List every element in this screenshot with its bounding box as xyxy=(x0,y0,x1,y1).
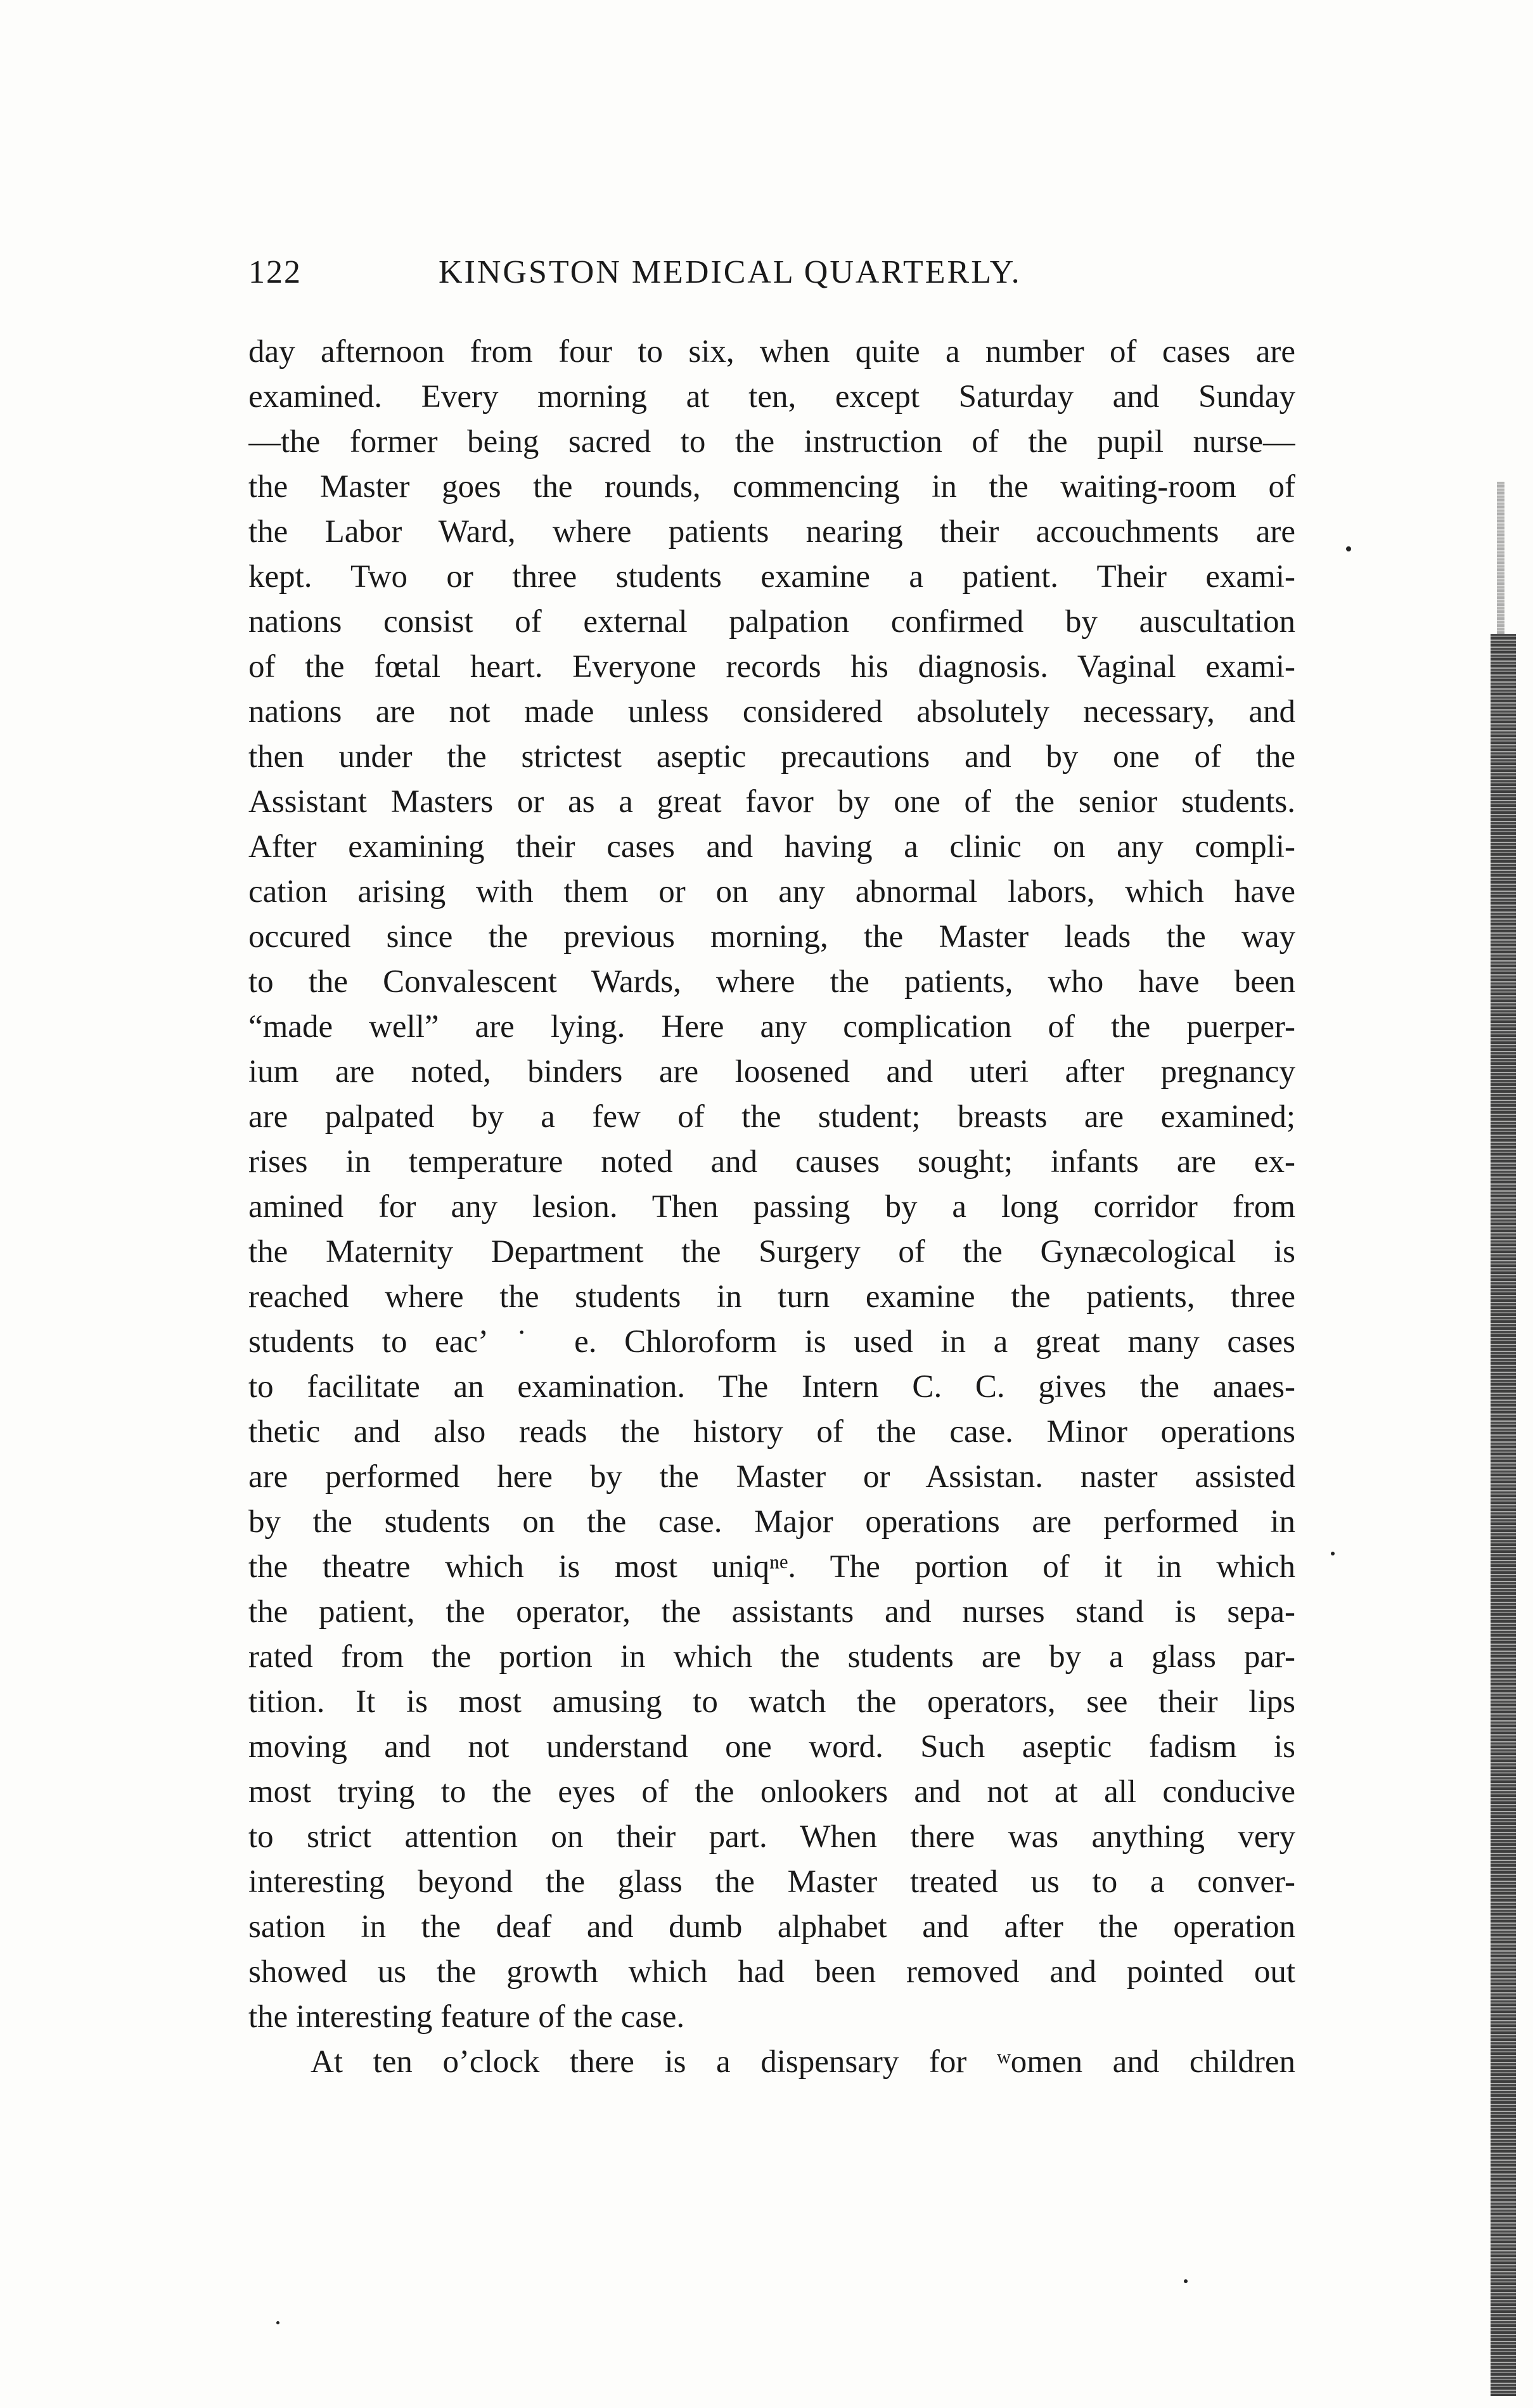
text-line: Assistant Masters or as a great favor by one of the senior students. xyxy=(248,784,1295,820)
text-line: the Master goes the rounds, commencing in the waiting-room of xyxy=(248,469,1295,505)
text-line: to facilitate an examination. The Intern C. C. gives the anaes- xyxy=(248,1369,1295,1405)
text-line: the interesting feature of the case. xyxy=(248,1999,685,2035)
text-line: showed us the growth which had been removed and pointed out xyxy=(248,1954,1295,1990)
journal-title: KINGSTON MEDICAL QUARTERLY. xyxy=(439,254,1022,290)
text-line: sation in the deaf and dumb alphabet and after the operation xyxy=(248,1909,1295,1945)
text-line: tition. It is most amusing to watch the operators, see their lips xyxy=(248,1684,1295,1720)
text-line: are performed here by the Master or Assistan. naster assisted xyxy=(248,1459,1295,1495)
text-line: by the students on the case. Major operations are performed in xyxy=(248,1504,1295,1540)
text-line: After examining their cases and having a clinic on any compli- xyxy=(248,829,1295,865)
page-number: 122 xyxy=(248,254,302,290)
text-line: then under the strictest aseptic precautions and by one of the xyxy=(248,739,1295,775)
paragraph-start-line: At ten o’clock there is a dispensary for ʷomen and children xyxy=(311,2044,1295,2080)
text-line: are palpated by a few of the student; breasts are examined; xyxy=(248,1099,1295,1135)
text-line: reached where the students in turn examine the patients, three xyxy=(248,1279,1295,1315)
text-line: nations consist of external palpation confirmed by auscultation xyxy=(248,604,1295,640)
running-head xyxy=(248,254,1300,298)
text-line: ium are noted, binders are loosened and uteri after pregnancy xyxy=(248,1054,1295,1090)
text-line: to the Convalescent Wards, where the patients, who have been xyxy=(248,964,1295,1000)
text-line: most trying to the eyes of the onlookers and not at all conducive xyxy=(248,1774,1295,1810)
scan-edge-artifact xyxy=(1491,634,1516,2396)
text-line: occured since the previous morning, the Master leads the way xyxy=(248,919,1295,955)
text-line: —the former being sacred to the instruction of the pupil nurse— xyxy=(248,424,1295,460)
text-line: the Labor Ward, where patients nearing their accouchments are xyxy=(248,514,1295,550)
text-line: thetic and also reads the history of the case. Minor operations xyxy=(248,1414,1295,1450)
text-line: of the fœtal heart. Everyone records his diagnosis. Vaginal exami- xyxy=(248,649,1295,685)
body-text xyxy=(248,330,1295,2085)
text-line: cation arising with them or on any abnormal labors, which have xyxy=(248,874,1295,910)
text-line: examined. Every morning at ten, except Saturday and Sunday xyxy=(248,379,1295,415)
text-line: the patient, the operator, the assistants and nurses stand is sepa- xyxy=(248,1594,1295,1630)
text-line: the theatre which is most uniqⁿᵉ. The portion of it in which xyxy=(248,1549,1295,1585)
text-line: students to eacʼ ˙ e. Chloroform is used in a great many cases xyxy=(248,1324,1295,1360)
ink-speck xyxy=(1184,2279,1188,2283)
text-line: rated from the portion in which the students are by a glass par- xyxy=(248,1639,1295,1675)
text-line: rises in temperature noted and causes sought; infants are ex- xyxy=(248,1144,1295,1180)
text-line: interesting beyond the glass the Master treated us to a conver- xyxy=(248,1864,1295,1900)
text-line: amined for any lesion. Then passing by a long corridor from xyxy=(248,1189,1295,1225)
text-line: moving and not understand one word. Such aseptic fadism is xyxy=(248,1729,1295,1765)
text-line: to strict attention on their part. When there was anything very xyxy=(248,1819,1295,1855)
text-line: nations are not made unless considered absolutely necessary, and xyxy=(248,694,1295,730)
text-line: kept. Two or three students examine a patient. Their exami- xyxy=(248,559,1295,595)
text-line: “made well” are lying. Here any complication of the puerper- xyxy=(248,1009,1295,1045)
scan-edge-artifact xyxy=(1497,482,1504,634)
text-line: the Maternity Department the Surgery of the Gynæcological is xyxy=(248,1234,1295,1270)
ink-speck xyxy=(1331,1552,1335,1555)
ink-speck xyxy=(276,2321,279,2324)
text-line: day afternoon from four to six, when quite a number of cases are xyxy=(248,334,1295,370)
ink-speck xyxy=(1346,546,1351,551)
